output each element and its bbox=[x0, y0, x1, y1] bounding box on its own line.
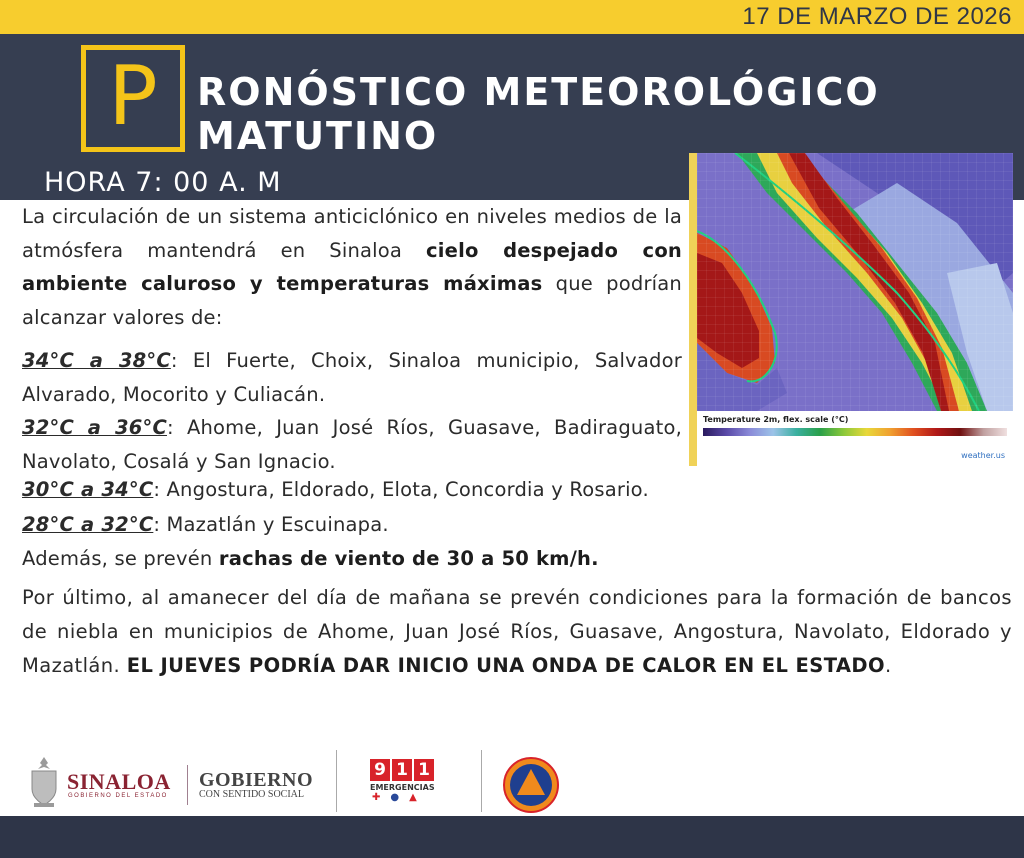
date-label: 17 DE MARZO DE 2026 bbox=[742, 3, 1012, 30]
range-places: : Ahome, Juan José Ríos, Guasave, Badiraguato, Navolato, Cosalá y San Ignacio. bbox=[22, 416, 682, 473]
range-value: 28°C a 32°C bbox=[22, 513, 154, 536]
title-line1: RONÓSTICO METEOROLÓGICO bbox=[197, 70, 880, 114]
logo-divider bbox=[187, 765, 188, 805]
fire-icon: ▲ bbox=[409, 792, 417, 803]
digit-1: 1 bbox=[392, 759, 412, 781]
range-value: 30°C a 34°C bbox=[22, 478, 154, 501]
digit-1: 1 bbox=[414, 759, 434, 781]
gobierno-logo-subtext: CON SENTIDO SOCIAL bbox=[199, 789, 304, 800]
legend-title: Temperature 2m, flex. scale (°C) bbox=[703, 415, 849, 424]
bottom-band bbox=[0, 816, 1024, 858]
temperature-map bbox=[697, 153, 1013, 466]
range-places: : Angostura, Eldorado, Elota, Concordia y Rosario. bbox=[153, 478, 649, 501]
intro-text: La circulación de un sistema anticiclónico en niveles medios de la atmósfera mantendrá en Sinaloa bbox=[22, 205, 682, 262]
logo-divider bbox=[481, 750, 482, 812]
closing-text: Por último, al amanecer del día de mañana se prevén condiciones para la formación de bancos de niebla en municipios de Ahome, Juan José Ríos, Guasave, Angostura, Navolato, Eldorado y Mazatlán. bbox=[22, 586, 1012, 677]
legend-color-scale bbox=[703, 428, 1007, 436]
wind-line bbox=[22, 547, 599, 570]
wind-text: Además, se prevén bbox=[22, 547, 219, 570]
emergencias-label: EMERGENCIAS bbox=[370, 783, 435, 792]
medical-cross-icon: ✚ bbox=[372, 792, 381, 803]
temperature-map-graphic bbox=[697, 153, 1013, 411]
sinaloa-logo-subtext: GOBIERNO DEL ESTADO bbox=[68, 793, 168, 799]
range-item bbox=[22, 411, 682, 478]
range-places: : Mazatlán y Escuinapa. bbox=[153, 513, 389, 536]
closing-bold: EL JUEVES PODRÍA DAR INICIO UNA ONDA DE CALOR EN EL ESTADO bbox=[126, 654, 885, 677]
range-places: : El Fuerte, Choix, Sinaloa municipio, Salvador Alvarado, Mocorito y Culiacán. bbox=[22, 349, 682, 406]
range-item bbox=[22, 478, 649, 501]
forecast-time: HORA 7: 00 A. M bbox=[44, 167, 282, 198]
logo-divider bbox=[336, 750, 337, 812]
title-initial: P bbox=[108, 48, 158, 144]
intro-text-end: que podrían alcanzar valores de: bbox=[22, 272, 682, 329]
page-title bbox=[197, 70, 917, 158]
sinaloa-emblem-icon bbox=[28, 755, 60, 809]
closing-paragraph bbox=[22, 581, 1012, 683]
range-value: 34°C a 38°C bbox=[22, 349, 171, 372]
footer-logos bbox=[0, 745, 1024, 817]
range-value: 32°C a 36°C bbox=[22, 416, 167, 439]
intro-paragraph bbox=[22, 200, 682, 334]
title-line2: MATUTINO bbox=[197, 114, 439, 158]
title-initial-box bbox=[81, 45, 185, 152]
wind-bold: rachas de viento de 30 a 50 km/h. bbox=[218, 547, 599, 570]
proteccion-civil-logo-icon bbox=[503, 757, 559, 813]
map-accent-edge bbox=[689, 153, 697, 466]
range-item bbox=[22, 344, 682, 411]
emergencias-911-logo bbox=[370, 759, 440, 811]
digit-9: 9 bbox=[370, 759, 390, 781]
emergency-icons bbox=[370, 793, 440, 803]
top-date-band bbox=[0, 0, 1024, 34]
intro-bold: cielo despejado con ambiente caluroso y temperaturas máximas bbox=[22, 238, 682, 296]
sinaloa-logo-text: SINALOA bbox=[67, 769, 171, 794]
gobierno-logo-text: GOBIERNO bbox=[199, 769, 314, 791]
police-icon: ● bbox=[390, 792, 400, 803]
range-item bbox=[22, 513, 389, 536]
map-legend bbox=[697, 411, 1013, 466]
logo-911-digits bbox=[370, 759, 440, 781]
closing-end: . bbox=[884, 654, 892, 677]
legend-site: weather.us bbox=[961, 451, 1005, 460]
